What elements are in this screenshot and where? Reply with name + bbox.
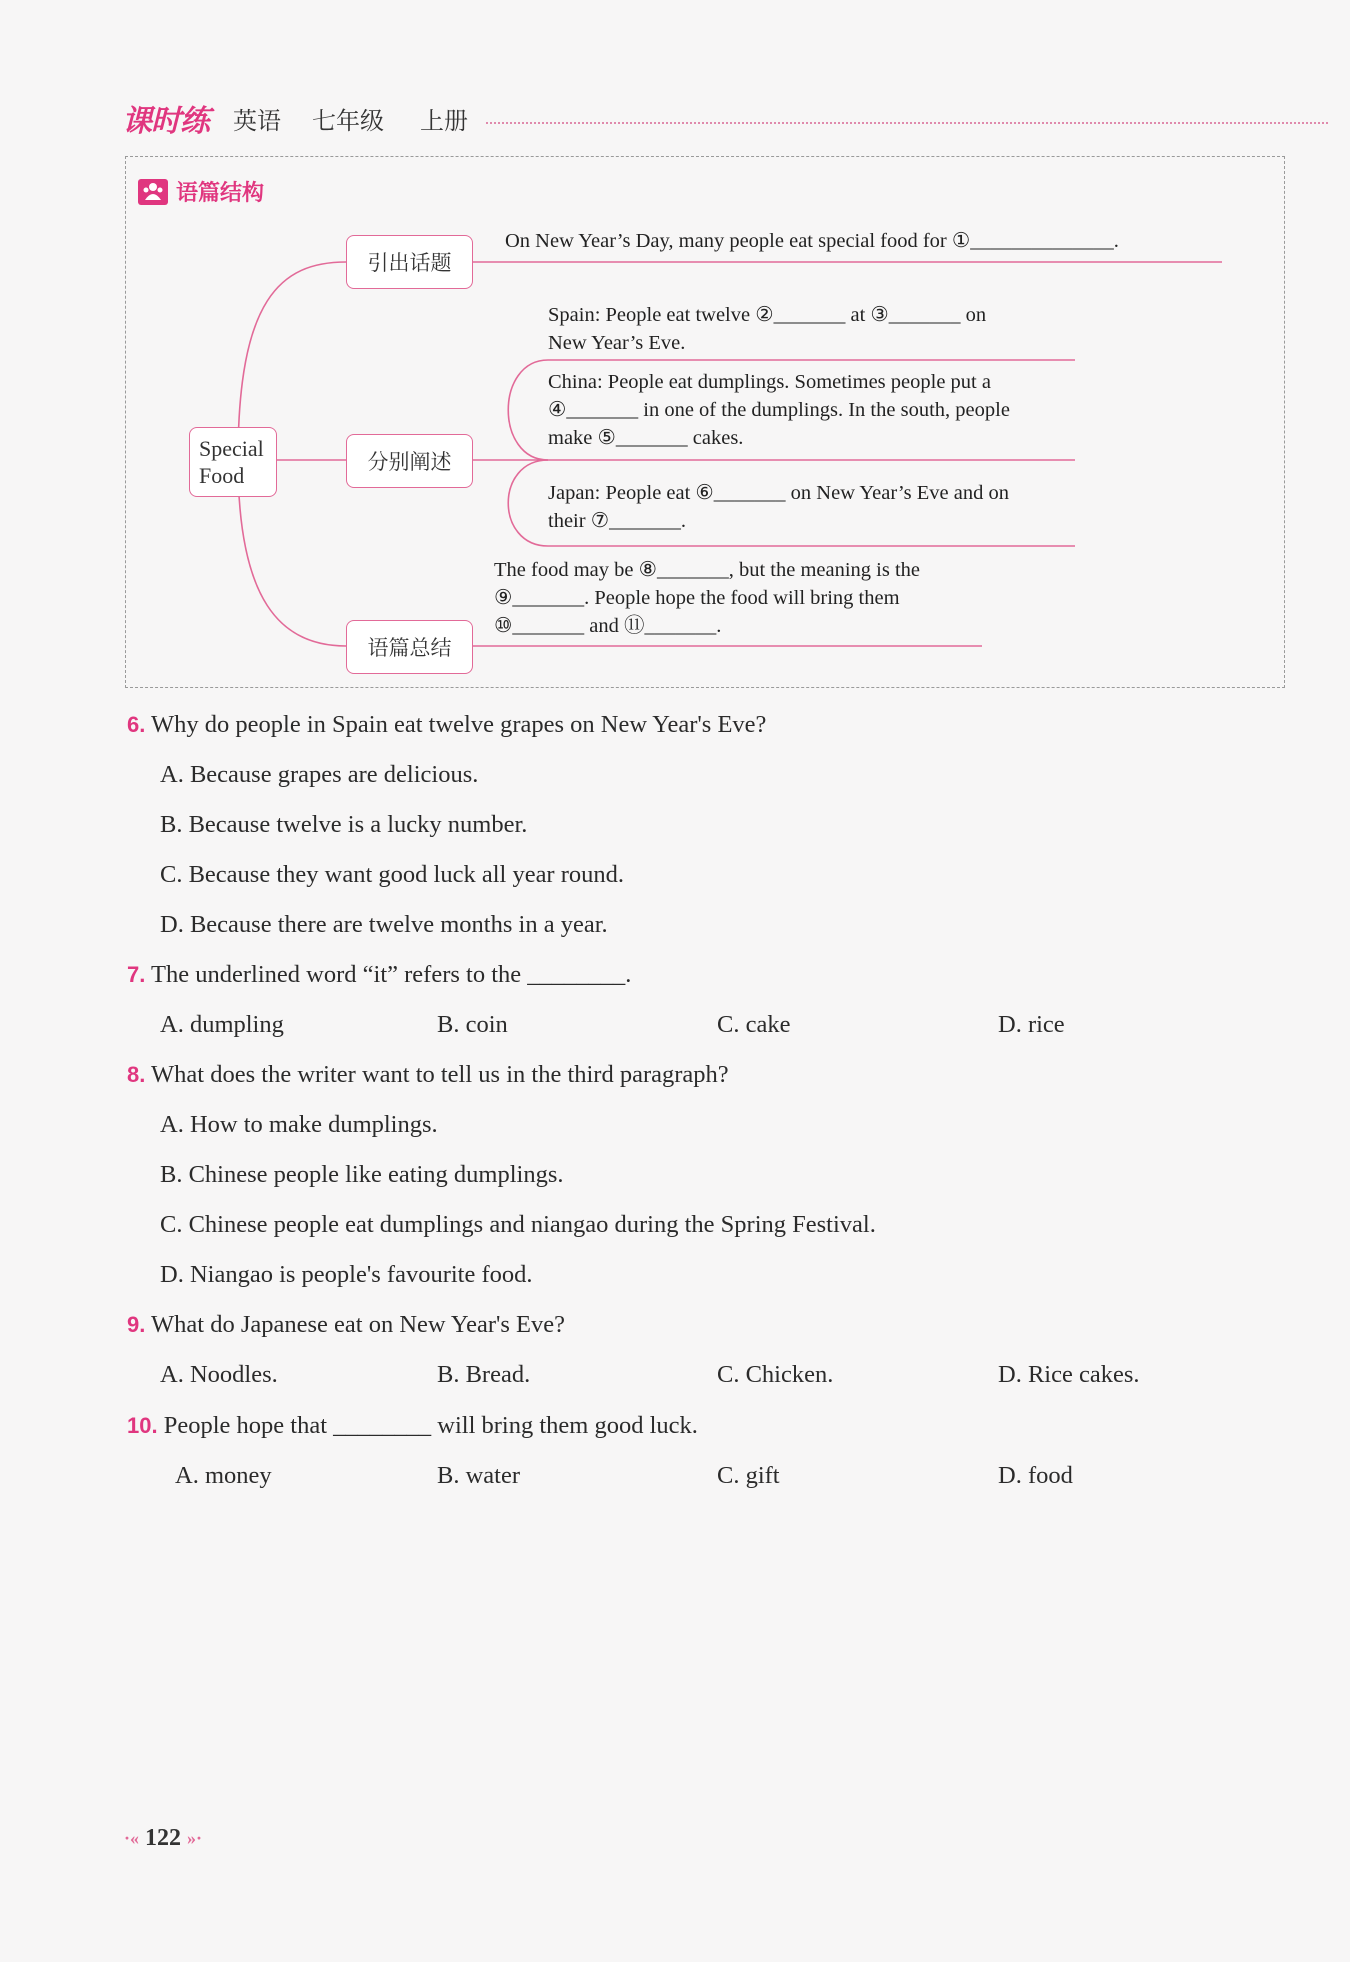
branch-summary: 语篇总结 [346, 620, 473, 674]
subject-label: 英语 [233, 107, 281, 135]
chevron-right-icon: »· [187, 1828, 203, 1848]
option-7b[interactable]: B. coin [437, 1011, 508, 1038]
option-8b[interactable]: B. Chinese people like eating dumplings. [160, 1161, 564, 1188]
summary-line-1: The food may be ⑧_______, but the meaning is the [494, 559, 921, 581]
grade-label: 七年级 [312, 107, 384, 135]
section-title: 语篇结构 [176, 181, 265, 206]
option-9a[interactable]: A. Noodles. [160, 1361, 278, 1388]
option-10c[interactable]: C. gift [717, 1462, 780, 1489]
question-text: What does the writer want to tell us in the third paragraph? [151, 1061, 729, 1088]
china-line-3: make ⑤_______ cakes. [548, 427, 744, 449]
branch-detail: 分别阐述 [346, 434, 473, 488]
question-number: 6. [127, 712, 146, 737]
option-10b[interactable]: B. water [437, 1462, 520, 1489]
question-text: People hope that ________ will bring them good luck. [163, 1412, 698, 1439]
question-number: 7. [127, 962, 146, 987]
question-number: 8. [127, 1062, 146, 1087]
summary-line-3: ⑩_______ and ⑪_______. [494, 615, 722, 637]
option-6a[interactable]: A. Because grapes are delicious. [160, 761, 479, 788]
spain-line-1: Spain: People eat twelve ②_______ at ③_______ on [548, 304, 987, 326]
option-6d[interactable]: D. Because there are twelve months in a year. [160, 911, 608, 938]
option-10d[interactable]: D. food [998, 1462, 1073, 1489]
question-text: What do Japanese eat on New Year's Eve? [151, 1311, 566, 1338]
question-10 [127, 1412, 698, 1440]
page-number-block [124, 1825, 202, 1852]
option-9c[interactable]: C. Chicken. [717, 1361, 834, 1388]
japan-line-2: their ⑦_______. [548, 510, 686, 532]
option-7d[interactable]: D. rice [998, 1011, 1065, 1038]
chevron-left-icon: ·« [124, 1828, 140, 1848]
spain-line-2: New Year’s Eve. [548, 332, 686, 354]
root-line-2: Food [199, 463, 245, 488]
series-logo: 课时练 [122, 104, 209, 139]
question-number: 10. [127, 1413, 158, 1438]
option-8a[interactable]: A. How to make dumplings. [160, 1111, 438, 1138]
question-9 [127, 1311, 565, 1339]
option-7a[interactable]: A. dumpling [160, 1011, 284, 1038]
question-text: The underlined word “it” refers to the ________. [151, 961, 632, 988]
japan-line-1: Japan: People eat ⑥_______ on New Year’s Eve and on [548, 482, 1009, 504]
summary-block [494, 556, 920, 640]
china-line-2: ④_______ in one of the dumplings. In the south, people [548, 399, 1010, 421]
volume-label: 上册 [420, 107, 468, 135]
question-number: 9. [127, 1312, 146, 1337]
option-8d[interactable]: D. Niangao is people's favourite food. [160, 1261, 533, 1288]
spain-block [548, 301, 986, 357]
option-7c[interactable]: C. cake [717, 1011, 791, 1038]
japan-block [548, 479, 1009, 535]
branch-intro: 引出话题 [346, 235, 473, 289]
question-6 [127, 711, 766, 739]
option-10a[interactable]: A. money [175, 1462, 272, 1489]
root-line-1: Special [199, 436, 264, 461]
page-number: 122 [145, 1825, 182, 1851]
option-9b[interactable]: B. Bread. [437, 1361, 531, 1388]
question-8 [127, 1061, 729, 1089]
root-node [189, 427, 277, 497]
question-text: Why do people in Spain eat twelve grapes on New Year's Eve? [151, 711, 767, 738]
question-7 [127, 961, 631, 989]
china-line-1: China: People eat dumplings. Sometimes people put a [548, 371, 991, 393]
option-8c[interactable]: C. Chinese people eat dumplings and niangao during the Spring Festival. [160, 1211, 876, 1238]
intro-text: On New Year’s Day, many people eat special food for ①______________. [505, 230, 1119, 252]
option-6b[interactable]: B. Because twelve is a lucky number. [160, 811, 528, 838]
summary-line-2: ⑨_______. People hope the food will bring them [494, 587, 900, 609]
china-block [548, 368, 1010, 452]
option-9d[interactable]: D. Rice cakes. [998, 1361, 1140, 1388]
option-6c[interactable]: C. Because they want good luck all year round. [160, 861, 625, 888]
